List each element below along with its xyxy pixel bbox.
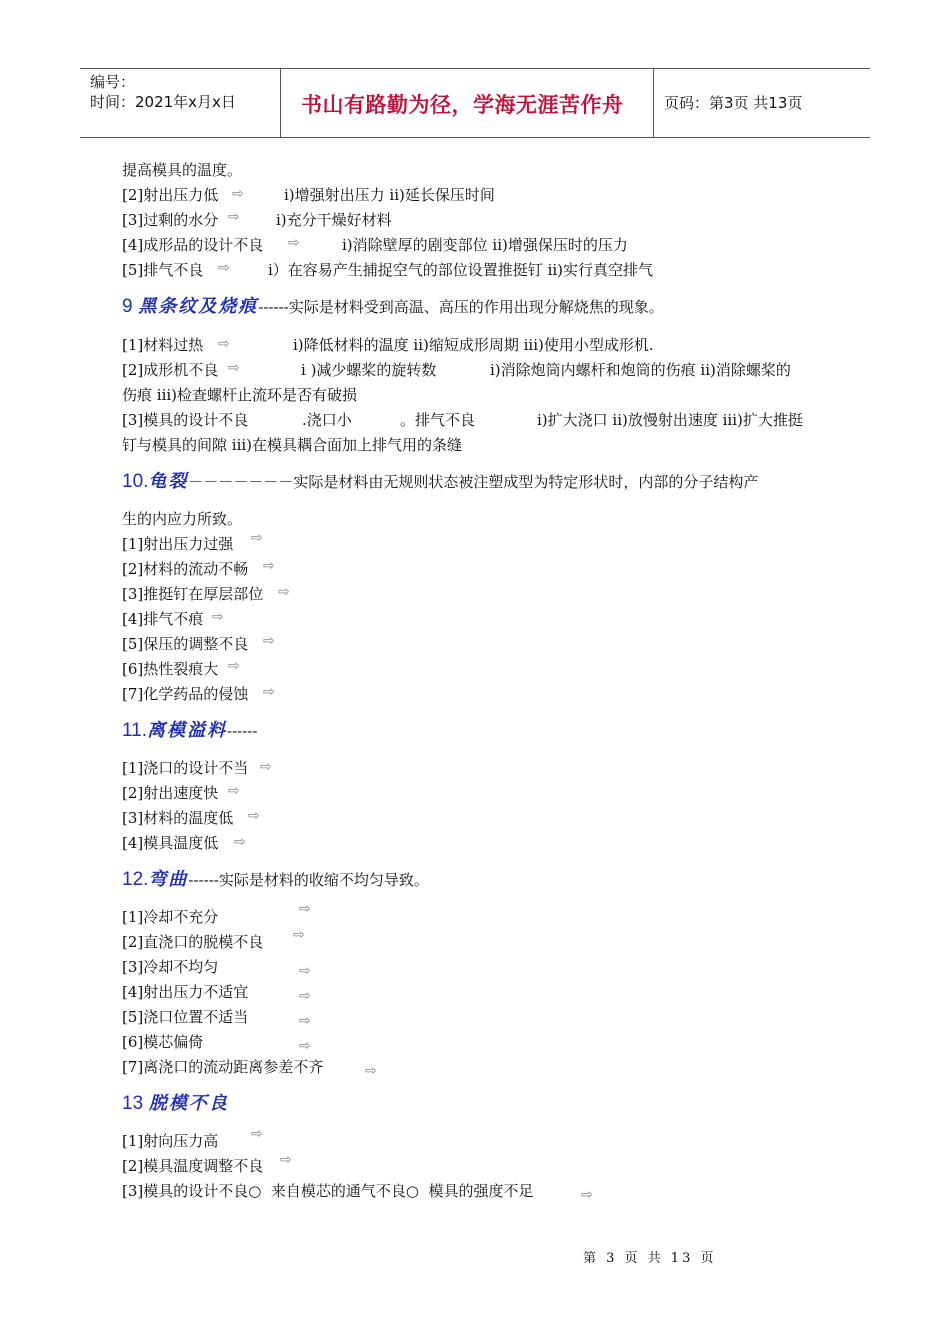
arrow-right-icon: ⇨	[228, 360, 240, 376]
section-heading-12	[122, 869, 429, 891]
arrow-right-icon: ⇨	[293, 927, 305, 943]
list-item: [4]射出压力不适宜	[122, 983, 249, 1001]
section-title: 黑条纹及烧痕	[138, 296, 259, 317]
arrow-right-icon: ⇨	[278, 584, 290, 600]
arrow-right-icon: ⇨	[251, 530, 263, 546]
section-heading-10	[122, 471, 758, 493]
list-item: [2]直浇口的脱模不良	[122, 933, 264, 951]
section-title: 龟裂	[148, 471, 189, 492]
section-description: ------实际是材料受到高温、高压的作用出现分解烧焦的现象。	[258, 298, 664, 316]
arrow-right-icon: ⇨	[299, 988, 311, 1004]
arrow-right-icon: ⇨	[218, 336, 230, 352]
list-item: [1]浇口的设计不当	[122, 759, 249, 777]
page-header	[80, 68, 870, 138]
header-motto-cell	[281, 69, 654, 137]
arrow-right-icon: ⇨	[263, 684, 275, 700]
list-item: [5]保压的调整不良	[122, 635, 249, 653]
arrow-right-icon: ⇨	[581, 1187, 593, 1203]
arrow-right-icon: ⇨	[299, 1038, 311, 1054]
doc-time-label: 时间：2021年x月x日	[90, 93, 236, 111]
section-description: ------实际是材料的收缩不均匀导致。	[188, 871, 429, 889]
list-item: [1]射出压力过强	[122, 535, 234, 553]
list-item: [2]射出速度快	[122, 784, 219, 802]
section-number: 10.	[122, 471, 149, 492]
arrow-right-icon: ⇨	[218, 260, 230, 276]
list-item: [5]浇口位置不适当	[122, 1008, 249, 1026]
list-item: [2]模具温度调整不良	[122, 1157, 264, 1175]
arrow-right-icon: ⇨	[299, 901, 311, 917]
arrow-right-icon: ⇨	[228, 658, 240, 674]
section-description: ------	[227, 722, 258, 740]
arrow-right-icon: ⇨	[299, 963, 311, 979]
header-meta-cell	[80, 69, 281, 137]
page-info: 页码：第3页 共13页	[664, 94, 803, 112]
arrow-right-icon: ⇨	[263, 633, 275, 649]
arrow-right-icon: ⇨	[212, 609, 224, 625]
list-item: [6]热性裂痕大	[122, 660, 219, 678]
text-line: i)消除壁厚的剧变部位 ii)增强保压时的压力	[342, 236, 628, 254]
section-description: －－－－－－－实际是材料由无规则状态被注塑成型为特定形状时，内部的分子结构产	[188, 473, 759, 491]
arrow-right-icon: ⇨	[228, 783, 240, 799]
section-title: 脱模不良	[148, 1093, 229, 1114]
text-line: i)降低材料的温度 ii)缩短成形周期 iii)使用小型成形机.	[293, 336, 654, 354]
doc-number-label: 编号：	[90, 73, 136, 91]
text-line: [5]排气不良	[122, 261, 204, 279]
text-line: 生的内应力所致。	[122, 510, 243, 528]
motto-text: 书山有路勤为径，学海无涯苦作舟	[301, 93, 624, 117]
text-line: 提高模具的温度。	[122, 161, 243, 179]
text-line: [3]过剩的水分	[122, 211, 219, 229]
text-line: [2]成形机不良	[122, 361, 219, 379]
text-line: 伤痕 iii)检查螺杆止流环是否有破损	[122, 386, 358, 404]
text-line: i)增强射出压力 ii)延长保压时间	[284, 186, 495, 204]
section-number: 12.	[122, 869, 149, 890]
list-item: [3]模具的设计不良○ 来自模芯的通气不良○ 模具的强度不足	[122, 1182, 534, 1200]
text-line: i)消除炮筒内螺杆和炮筒的伤痕 ii)消除螺桨的	[490, 361, 791, 379]
text-line: .浇口小	[302, 411, 352, 429]
list-item: [3]推挺钉在厚层部位	[122, 585, 264, 603]
arrow-right-icon: ⇨	[234, 834, 246, 850]
list-item: [6]模芯偏倚	[122, 1033, 204, 1051]
text-line: i )减少螺桨的旋转数	[301, 361, 437, 379]
list-item: [4]模具温度低	[122, 834, 219, 852]
header-page-cell	[654, 69, 870, 137]
section-number: 13	[122, 1093, 144, 1114]
page-footer: 第 3 页 共 13 页	[583, 1251, 717, 1266]
section-heading-9	[122, 296, 664, 318]
text-line: [2]射出压力低	[122, 186, 219, 204]
arrow-right-icon: ⇨	[263, 558, 275, 574]
section-title: 离模溢料	[147, 720, 228, 741]
list-item: [1]冷却不充分	[122, 908, 219, 926]
text-line: i）在容易产生捕捉空气的部位设置推挺钉 ii)实行真空排气	[268, 261, 654, 279]
list-item: [3]冷却不均匀	[122, 958, 219, 976]
section-heading-11	[122, 720, 257, 742]
section-title: 弯曲	[148, 869, 189, 890]
arrow-right-icon: ⇨	[232, 186, 244, 202]
list-item: [2]材料的流动不畅	[122, 560, 249, 578]
arrow-right-icon: ⇨	[228, 209, 240, 225]
arrow-right-icon: ⇨	[280, 1152, 292, 1168]
arrow-right-icon: ⇨	[260, 759, 272, 775]
text-line: i)充分干燥好材料	[276, 211, 392, 229]
text-line: 钉与模具的间隙 iii)在模具耦合面加上排气用的条缝	[122, 436, 463, 454]
list-item: [3]材料的温度低	[122, 809, 234, 827]
text-line: [4]成形品的设计不良	[122, 236, 264, 254]
section-number: 9	[122, 296, 133, 317]
arrow-right-icon: ⇨	[365, 1063, 377, 1079]
list-item: [1]射向压力高	[122, 1132, 219, 1150]
text-line: [3]模具的设计不良	[122, 411, 249, 429]
arrow-right-icon: ⇨	[299, 1013, 311, 1029]
section-heading-13	[122, 1093, 229, 1115]
arrow-right-icon: ⇨	[288, 235, 300, 251]
text-line: [1]材料过热	[122, 336, 204, 354]
text-line: 。排气不良	[400, 411, 476, 429]
list-item: [7]化学药品的侵蚀	[122, 685, 249, 703]
list-item: [7]离浇口的流动距离参差不齐	[122, 1058, 324, 1076]
list-item: [4]排气不痕	[122, 610, 204, 628]
text-line: i)扩大浇口 ii)放慢射出速度 iii)扩大推挺	[537, 411, 803, 429]
section-number: 11.	[122, 720, 148, 741]
arrow-right-icon: ⇨	[251, 1126, 263, 1142]
arrow-right-icon: ⇨	[248, 808, 260, 824]
